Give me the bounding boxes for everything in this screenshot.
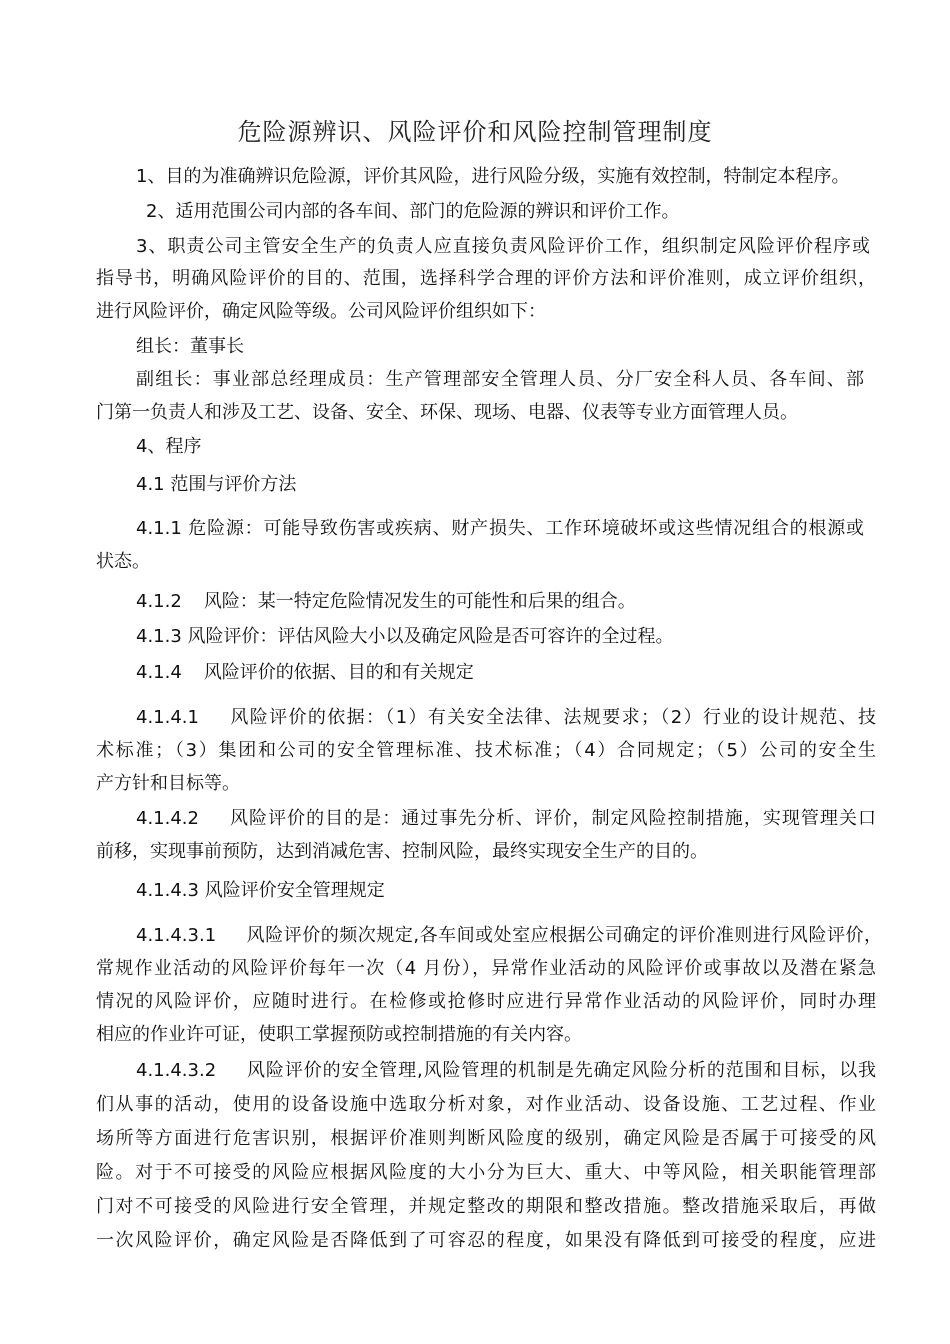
para-deputy-line1: 副组长：事业部总经理成员：生产管理部安全管理人员、分厂安全科人员、各车间、部 (136, 369, 864, 390)
para-scope: 2、适用范围公司内部的各车间、部门的危险源的辨识和评价工作。 (146, 201, 680, 222)
section-number: 4.1.4.3.2 (136, 1060, 217, 1081)
para-4-1-3: 4.1.3 风险评价：评估风险大小以及确定风险是否可容许的全过程。 (136, 626, 674, 647)
section-text: 风险评价的安全管理,风险管理的机制是先确定风险分析的范围和目标，以我 (246, 1060, 876, 1081)
section-text: 风险评价的目的是：通过事先分析、评价，制定风险控制措施，实现管理关口 (228, 808, 876, 829)
para-4-1-4-1-line1 (136, 707, 876, 729)
section-number: 4.1.4.3.1 (136, 925, 217, 946)
heading-4-1: 4.1 范围与评价方法 (136, 474, 297, 495)
section-text: 风险：某一特定危险情况发生的可能性和后果的组合。 (203, 591, 636, 612)
para-4-1-4-3-1-line1 (136, 925, 882, 947)
para-leader: 组长：董事长 (136, 336, 244, 357)
heading-4-1-4 (136, 662, 474, 684)
para-4-1-4-2-line2: 前移，实现事前预防，达到消减危害、控制风险，最终实现安全生产的目的。 (96, 841, 708, 862)
para-4-1-4-3-1-line2: 常规作业活动的风险评价每年一次（4 月份），异常作业活动的风险评价或事故以及潜在紧急 (96, 958, 876, 979)
para-duty-line3: 进行风险评价，确定风险等级。公司风险评价组织如下： (96, 301, 546, 322)
heading-procedure: 4、程序 (136, 436, 202, 457)
para-purpose: 1、目的为准确辨识危险源，评价其风险，进行风险分级，实施有效控制，特制定本程序。 (136, 166, 850, 187)
para-4-1-4-3-2-line4: 险。对于不可接受的风险应根据风险度的大小分为巨大、重大、中等风险，相关职能管理部 (96, 1162, 876, 1183)
section-number: 4.1.2 (136, 591, 182, 612)
para-4-1-4-3-1-line3: 情况的风险评价，应随时进行。在检修或抢修时应进行异常作业活动的风险评价，同时办理 (96, 991, 876, 1012)
para-4-1-4-3-2-line3: 场所等方面进行危害识别，根据评价准则判断风险度的级别，确定风险是否属于可接受的风 (96, 1128, 876, 1149)
para-4-1-2 (136, 591, 636, 613)
para-4-1-1-line1: 4.1.1 危险源：可能导致伤害或疾病、财产损失、工作环境破坏或这些情况组合的根源或 (136, 518, 864, 539)
section-number: 4.1.4.1 (136, 707, 199, 728)
para-4-1-4-1-line3: 产方针和目标等。 (96, 773, 240, 794)
para-4-1-4-3-2-line1 (136, 1060, 876, 1082)
heading-4-1-4-3: 4.1.4.3 风险评价安全管理规定 (136, 880, 385, 901)
para-4-1-4-3-2-line5: 门对不可接受的风险进行安全管理，并规定整改的期限和整改措施。整改措施采取后，再做 (96, 1196, 876, 1217)
para-4-1-4-1-line2: 术标准；（3）集团和公司的安全管理标准、技术标准；（4）合同规定；（5）公司的安全生 (96, 740, 876, 761)
para-4-1-4-3-2-line2: 们从事的活动，使用的设备设施中选取分析对象，对作业活动、设备设施、工艺过程、作业 (96, 1094, 876, 1115)
section-number: 4.1.4 (136, 662, 182, 683)
para-4-1-1-line2: 状态。 (96, 551, 150, 572)
para-deputy-line2: 门第一负责人和涉及工艺、设备、安全、环保、现场、电器、仪表等专业方面管理人员。 (96, 402, 798, 423)
para-4-1-4-2-line1 (136, 808, 876, 830)
para-duty-line2: 指导书，明确风险评价的目的、范围，选择科学合理的评价方法和评价准则，成立评价组织， (96, 268, 876, 289)
section-text: 风险评价的依据：（1）有关安全法律、法规要求；（2）行业的设计规范、技 (228, 707, 876, 728)
para-duty-line1: 3、职责公司主管安全生产的负责人应直接负责风险评价工作，组织制定风险评价程序或 (136, 236, 870, 257)
para-4-1-4-3-1-line4: 相应的作业许可证，使职工掌握预防或控制措施的有关内容。 (96, 1024, 582, 1045)
section-number: 4.1.4.2 (136, 808, 199, 829)
document-title: 危险源辨识、风险评价和风险控制管理制度 (237, 118, 713, 146)
para-4-1-4-3-2-line6: 一次风险评价，确定风险是否降低到了可容忍的程度，如果没有降低到可接受的程度，应进 (96, 1230, 876, 1251)
section-text: 风险评价的频次规定,各车间或处室应根据公司确定的评价准则进行风险评价， (246, 925, 882, 946)
section-text: 风险评价的依据、目的和有关规定 (203, 662, 474, 683)
